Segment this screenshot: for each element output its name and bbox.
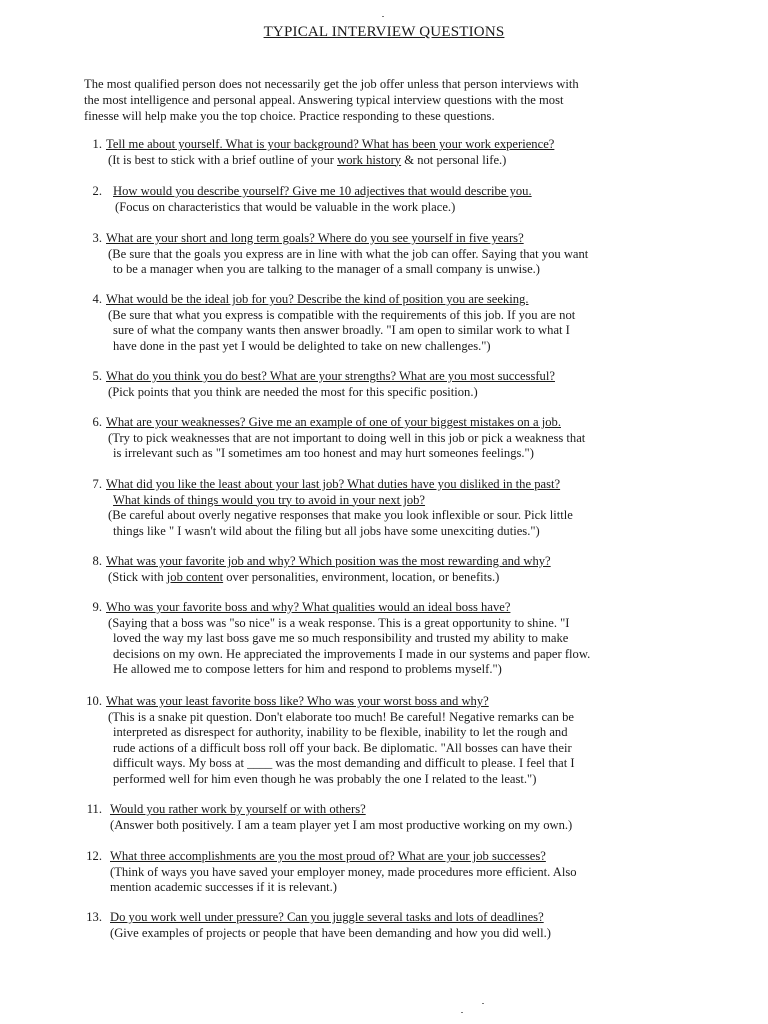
- question-number: 2.: [92, 184, 102, 198]
- answer-text: (Focus on characteristics that would be valuable in the work place.): [115, 199, 456, 214]
- cut-off-text-fragment: [96, 1018, 656, 1024]
- answer-text: (Answer both positively. I am a team player yet I am most productive working on my own.): [110, 817, 573, 832]
- scan-speck: [461, 1012, 463, 1013]
- answer-text: sure of what the company wants then answer broadly. "I am open to similar work to what I: [113, 323, 570, 338]
- intro-line: the most intelligence and personal appeal. Answering typical interview questions with the most: [84, 93, 564, 107]
- question-text: What was your least favorite boss like? Who was your worst boss and why?: [106, 694, 489, 708]
- question-number: 4.: [92, 292, 102, 306]
- answer-text: things like " I wasn't wild about the filing but all jobs have some unexciting duties."): [113, 523, 540, 538]
- answer-text: (Try to pick weaknesses that are not important to doing well in this job or pick a weakness that: [108, 430, 586, 445]
- question-number: 12.: [86, 849, 102, 863]
- question-number: 11.: [86, 802, 102, 816]
- answer-text: (Stick with job content over personalities, environment, location, or benefits.): [108, 569, 500, 584]
- question-text: What would be the ideal job for you? Describe the kind of position you are seeking.: [106, 292, 529, 306]
- answer-text: (This is a snake pit question. Don't elaborate too much! Be careful! Negative remarks can be: [108, 709, 574, 724]
- question-text: What do you think you do best? What are your strengths? What are you most successful?: [106, 369, 555, 383]
- answer-text: interpreted as disrespect for authority, inability to be flexible, inability to let the rough and: [113, 725, 568, 740]
- question-number: 3.: [92, 231, 102, 245]
- answer-text: (Be sure that the goals you express are in line with what the job can offer. Saying that you want: [108, 246, 589, 261]
- answer-text: (Be careful about overly negative responses that make you look inflexible or sour. Pick little: [108, 508, 573, 523]
- emphasis-text: work history: [337, 152, 402, 167]
- question-number: 7.: [92, 477, 102, 491]
- answer-text: (Give examples of projects or people that have been demanding and how you did well.): [110, 925, 551, 940]
- question-text: Who was your favorite boss and why? What qualities would an ideal boss have?: [106, 600, 511, 614]
- page-title: TYPICAL INTERVIEW QUESTIONS: [263, 24, 505, 40]
- answer-text: decisions on my own. He appreciated the improvements I made in our systems and paper flow.: [113, 646, 591, 661]
- answer-text: is irrelevant such as "I sometimes am too honest and may hurt someones feelings."): [113, 446, 534, 461]
- question-text: Tell me about yourself. What is your background? What has been your work experience?: [106, 137, 555, 151]
- answer-text: (Pick points that you think are needed the most for this specific position.): [108, 384, 478, 399]
- question-text: Would you rather work by yourself or with others?: [110, 802, 366, 816]
- emphasis-text: job content: [166, 569, 224, 584]
- question-text: What are your short and long term goals? Where do you see yourself in five years?: [106, 231, 524, 245]
- answer-text: He allowed me to compose letters for him and respond to problems myself."): [113, 662, 502, 677]
- question-number: 13.: [86, 910, 102, 924]
- question-text-continued: What kinds of things would you try to avoid in your next job?: [113, 492, 426, 507]
- intro-line: The most qualified person does not necessarily get the job offer unless that person interviews with: [84, 77, 579, 91]
- answer-text: (Think of ways you have saved your employer money, made procedures more efficient. Also: [110, 864, 577, 879]
- question-number: 10.: [86, 694, 102, 708]
- answer-text: have done in the past yet I would be delighted to take on new challenges."): [113, 338, 491, 353]
- answer-text: loved the way my last boss gave me so much responsibility and trusted my ability to make: [113, 631, 569, 646]
- intro-line: finesse will help make you the top choice. Practice responding to these questions.: [84, 109, 495, 123]
- scan-speck: [482, 1003, 484, 1004]
- answer-text: (Be sure that what you express is compatible with the requirements of this job. If you are not: [108, 307, 576, 322]
- question-text: What three accomplishments are you the most proud of? What are your job successes?: [110, 849, 546, 863]
- answer-text: rude actions of a difficult boss roll off your back. Be diplomatic. "All bosses can have their: [113, 740, 572, 755]
- question-number: 5.: [92, 369, 102, 383]
- answer-text: performed well for him even though he was probably the one I related to the least."): [113, 771, 537, 786]
- answer-text: to be a manager when you are talking to the manager of a small company is unwise.): [113, 262, 541, 277]
- question-number: 8.: [92, 554, 102, 568]
- question-text: Do you work well under pressure? Can you juggle several tasks and lots of deadlines?: [110, 910, 544, 924]
- question-text: How would you describe yourself? Give me 10 adjectives that would describe you.: [113, 184, 532, 198]
- answer-text: (It is best to stick with a brief outline of your work history & not personal life.): [108, 152, 507, 167]
- scan-speck: [382, 16, 384, 17]
- question-number: 9.: [92, 600, 102, 614]
- answer-text: (Saying that a boss was "so nice" is a weak response. This is a great opportunity to shine. "I: [108, 615, 570, 630]
- question-text: What was your favorite job and why? Which position was the most rewarding and why?: [106, 554, 551, 568]
- question-text: What did you like the least about your last job? What duties have you disliked in the past?: [106, 477, 561, 491]
- intro-paragraph: [84, 76, 684, 124]
- answer-text: difficult ways. My boss at ____ was the most demanding and difficult to please. I feel that I: [113, 756, 575, 771]
- question-number: 6.: [92, 415, 102, 429]
- answer-text: mention academic successes if it is relevant.): [110, 880, 337, 895]
- question-number: 1.: [92, 137, 102, 151]
- question-text: What are your weaknesses? Give me an example of one of your biggest mistakes on a job.: [106, 415, 561, 429]
